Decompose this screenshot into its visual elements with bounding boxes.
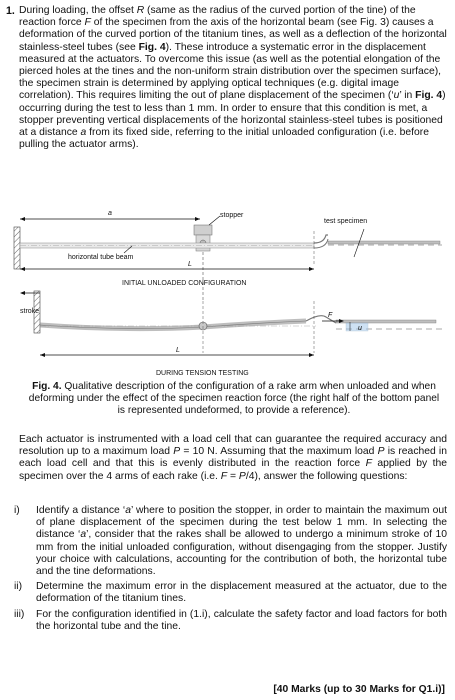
title-tension: DURING TENSION TESTING bbox=[156, 370, 249, 377]
label-u: u bbox=[358, 325, 362, 332]
label-stopper: stopper bbox=[220, 212, 244, 219]
tine-top bbox=[314, 235, 328, 243]
intro-paragraph: During loading, the offset R (same as the radius of the curved portion of the tine) of the reaction force F of the specimen from the axis of the horizontal beam (see Fig. 3) causes a deformation of the curved portion of the titanium tines, as well as a deflection of the horizontal stainless-steel tubes (see Fig. 4). These introduce a systematic error in the displacement measured at the actuators. To overcome this issue (as well as the potential elongation of the pierced holes at the tines and the non-uniform strain distribution over the specimen surface), the specimen strain is determined by applying optical techniques (e.g. digital image correlation). This requires limiting the out of plane displacement of the specimen (‘u’ in Fig. 4) occurring during the test to less than 1 mm. In order to ensure that this condition is met, a stopper preventing vertical displacements of the horizontal stainless-steel tubes is positioned at a distance a from its fixed side, referring to the initial unloaded configuration (i.e. before pulling the actuator arms). bbox=[19, 5, 447, 151]
sub-questions bbox=[14, 505, 447, 636]
sub-question-text: Determine the maximum error in the displacement measured at the actuator, due to the deformation of the titanium tines. bbox=[36, 581, 447, 605]
label-test-specimen: test specimen bbox=[324, 218, 368, 225]
rake-arm-diagram bbox=[6, 205, 450, 381]
figure-4 bbox=[6, 205, 450, 381]
label-horizontal-tube-beam: horizontal tube beam bbox=[68, 254, 134, 261]
bottom-panel bbox=[20, 291, 442, 377]
figure-caption: Fig. 4. Qualitative description of the configuration of a rake arm when unloaded and when deforming under the effect of the specimen reaction force (the right half of the bottom panel is represented undeformed, to provide a reference). bbox=[28, 381, 440, 417]
body-paragraph: Each actuator is instrumented with a load cell that can guarantee the required accuracy and resolution up to a maximum load P = 10 N. Assuming that the maximum load P is reached in each load cell and that this is evenly distributed in the reaction force F applied by the specimen over the 4 arms of each rake (i.e. F = P/4), answer the following questions: bbox=[19, 434, 447, 482]
sub-question-mark: iii) bbox=[14, 608, 25, 620]
stopper-block bbox=[194, 225, 212, 235]
title-initial: INITIAL UNLOADED CONFIGURATION bbox=[122, 280, 247, 287]
sub-question-mark: ii) bbox=[14, 581, 23, 593]
sub-question-text: Identify a distance ‘a’ where to position the stopper, in order to maintain the maximum out of plane displacement of the specimen during the test below 1 mm. In selecting the distance ‘a’, consider that the rakes shall be allowed to undergo a minimum stroke of 10 mm from the initial unloaded configuration, without disengaging from the stopper. Justify your choice with calculations, accounting for the contribution of both, the horizontal tube and the tine deformations. bbox=[36, 505, 447, 578]
question-number: 1. bbox=[6, 5, 15, 17]
sub-question-i bbox=[14, 505, 447, 578]
top-panel bbox=[14, 210, 442, 301]
sub-question-mark: i) bbox=[14, 505, 20, 516]
test-specimen-bottom bbox=[336, 320, 436, 323]
label-F: F bbox=[328, 312, 333, 319]
label-a: a bbox=[108, 210, 112, 217]
sub-question-iii bbox=[14, 609, 447, 633]
label-L-top: L bbox=[188, 261, 192, 268]
label-L-bottom: L bbox=[176, 347, 180, 354]
sub-question-ii bbox=[14, 581, 447, 605]
fixed-support-top bbox=[14, 227, 20, 269]
label-stroke: stroke bbox=[20, 308, 40, 315]
sub-question-text: For the configuration identified in (1.i), calculate the safety factor and load factors for both the horizontal tube and the tine. bbox=[36, 608, 447, 632]
test-specimen-top bbox=[328, 241, 440, 244]
marks-allocation: [40 Marks (up to 30 Marks for Q1.i)] bbox=[273, 684, 445, 695]
